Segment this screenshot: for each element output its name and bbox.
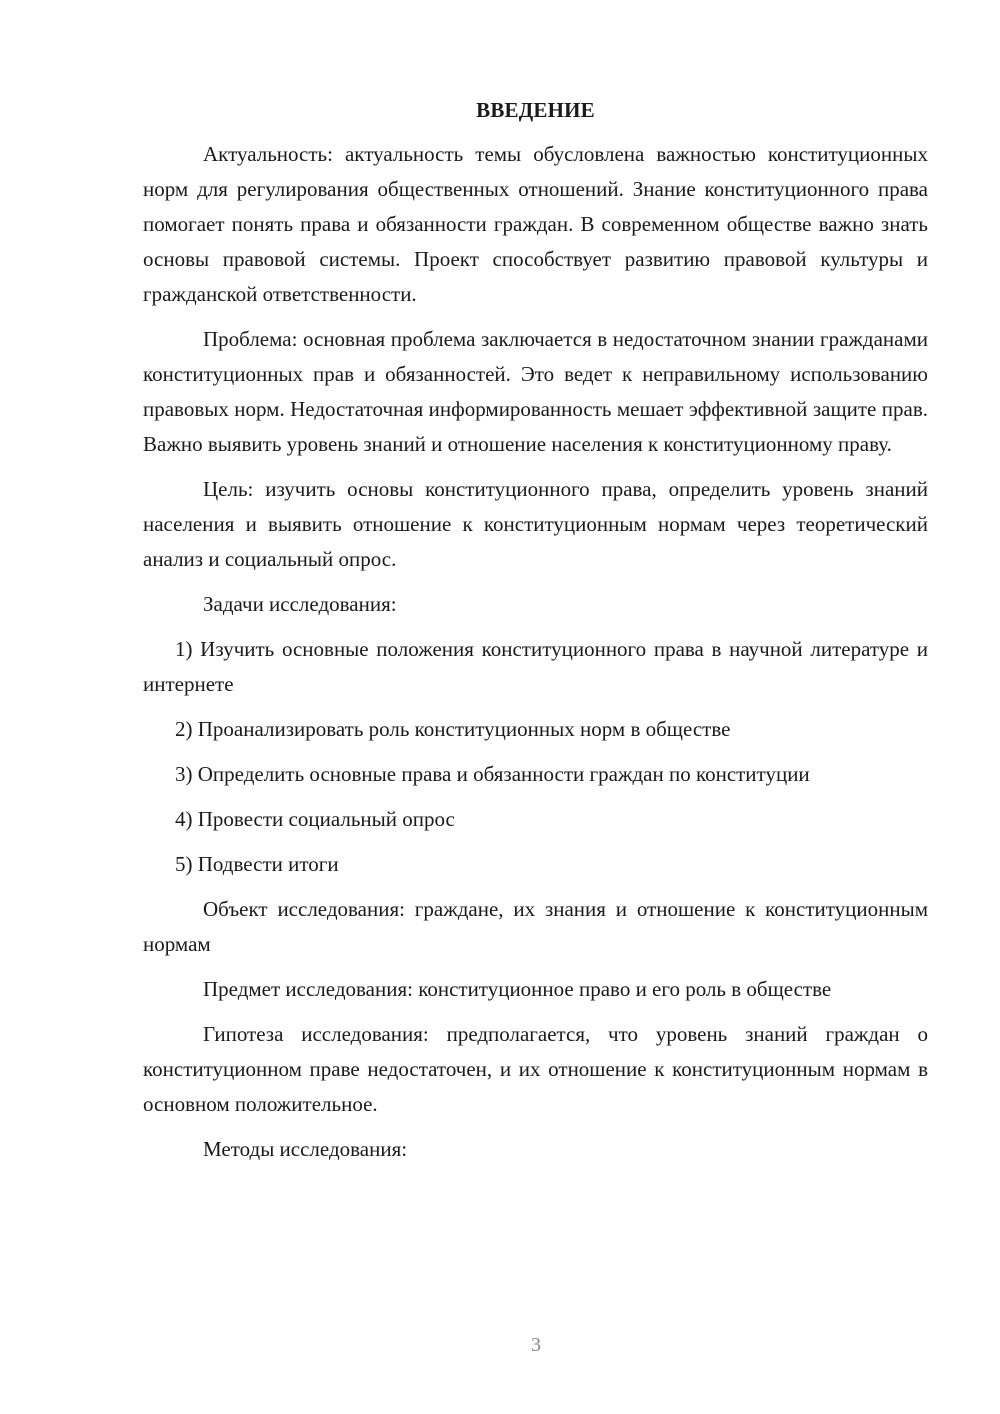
document-page <box>143 95 928 1177</box>
paragraph-problem: Проблема: основная проблема заключается в недостаточном знании гражданами конституционных прав и обязанностей. Это ведет к неправильному использованию правовых норм. Недостаточная информированность мешает эффективной защите прав. Важно выявить уровень знаний и отношение населения к конституционному праву. <box>143 327 928 456</box>
tasks-heading: Задачи исследования: <box>203 592 397 616</box>
list-item: 1) Изучить основные положения конституционного права в научной литературе и интернете <box>143 637 928 696</box>
tasks-list <box>143 632 928 882</box>
list-item: 3) Определить основные права и обязанности граждан по конституции <box>175 762 810 786</box>
page-number: 3 <box>531 1334 541 1356</box>
paragraph-hypothesis: Гипотеза исследования: предполагается, что уровень знаний граждан о конституционном праве недостаточен, и их отношение к конституционным нормам в основном положительное. <box>143 1022 928 1116</box>
paragraph-relevance: Актуальность: актуальность темы обусловлена важностью конституционных норм для регулирования общественных отношений. Знание конституционного права помогает понять права и обязанности граждан. В современном обществе важно знать основы правовой системы. Проект способствует развитию правовой культуры и гражданской ответственности. <box>143 142 928 306</box>
list-item: 5) Подвести итоги <box>175 852 339 876</box>
list-item: 4) Провести социальный опрос <box>175 807 455 831</box>
list-item: 2) Проанализировать роль конституционных норм в обществе <box>175 717 731 741</box>
paragraph-goal: Цель: изучить основы конституционного права, определить уровень знаний населения и выявить отношение к конституционным нормам через теоретический анализ и социальный опрос. <box>143 477 928 571</box>
paragraph-object: Объект исследования: граждане, их знания и отношение к конституционным нормам <box>143 897 928 956</box>
paragraph-methods: Методы исследования: <box>203 1137 408 1161</box>
page-title: ВВЕДЕНИЕ <box>476 98 595 122</box>
paragraph-subject: Предмет исследования: конституционное право и его роль в обществе <box>203 977 832 1001</box>
